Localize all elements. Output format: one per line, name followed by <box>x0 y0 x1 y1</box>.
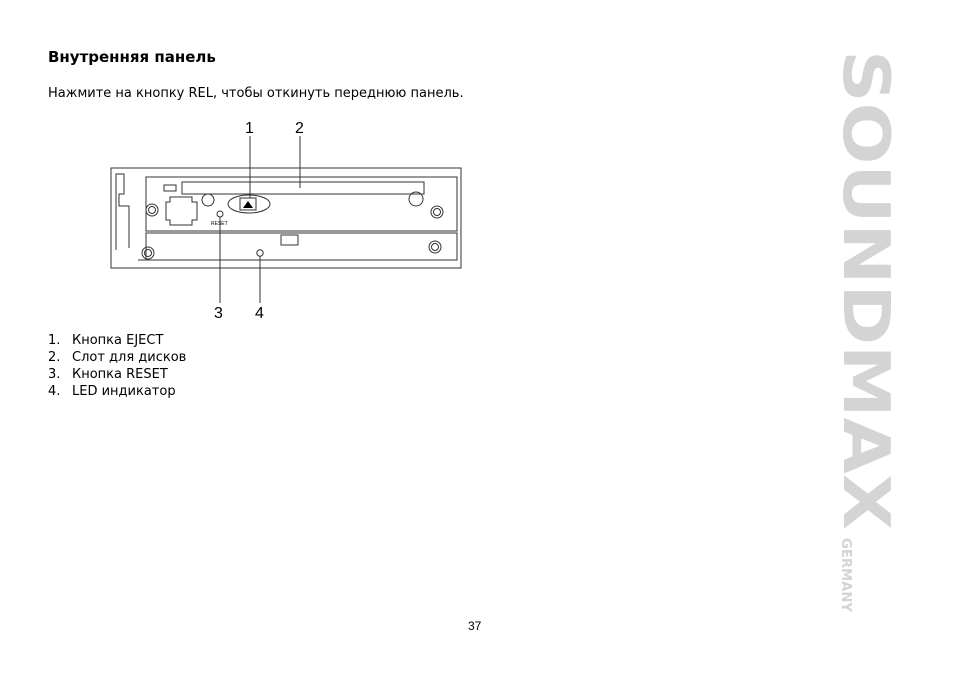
brand-name: SOUNDMAX <box>828 50 902 472</box>
callout-1: 1 <box>245 120 254 137</box>
intro-text: Нажмите на кнопку REL, чтобы откинуть переднюю панель. <box>48 86 464 101</box>
disc-slot <box>182 182 424 194</box>
list-item: 3. Кнопка RESET <box>48 367 168 382</box>
section-title: Внутренняя панель <box>48 48 216 66</box>
lower-panel <box>146 233 457 260</box>
eject-triangle-icon <box>243 201 253 208</box>
inner-panel-diagram <box>100 110 480 340</box>
led-indicator <box>257 250 263 256</box>
list-item: 2. Слот для дисков <box>48 350 187 365</box>
soundmax-logo <box>828 50 902 620</box>
callout-2: 2 <box>295 120 304 137</box>
brand-sub: GERMANY <box>838 538 853 611</box>
small-indicator <box>164 185 176 191</box>
callout-3: 3 <box>214 305 223 322</box>
screw-lower-left <box>142 247 154 259</box>
chassis-outline <box>111 168 461 268</box>
connector-block <box>166 197 197 225</box>
list-item: 1. Кнопка EJECT <box>48 333 164 348</box>
reset-button <box>217 211 223 217</box>
left-bracket <box>116 174 129 250</box>
lower-window <box>281 235 298 245</box>
screw-lower-right <box>429 241 441 253</box>
reset-label: RESET <box>211 221 228 227</box>
list-item: 4. LED индикатор <box>48 384 176 399</box>
page-number: 37 <box>468 619 482 633</box>
knob <box>202 194 214 206</box>
parts-list <box>48 332 186 400</box>
upper-panel <box>146 177 457 231</box>
screw-upper-left <box>146 204 158 216</box>
callout-4: 4 <box>255 305 264 322</box>
screw-upper-right <box>431 206 443 218</box>
